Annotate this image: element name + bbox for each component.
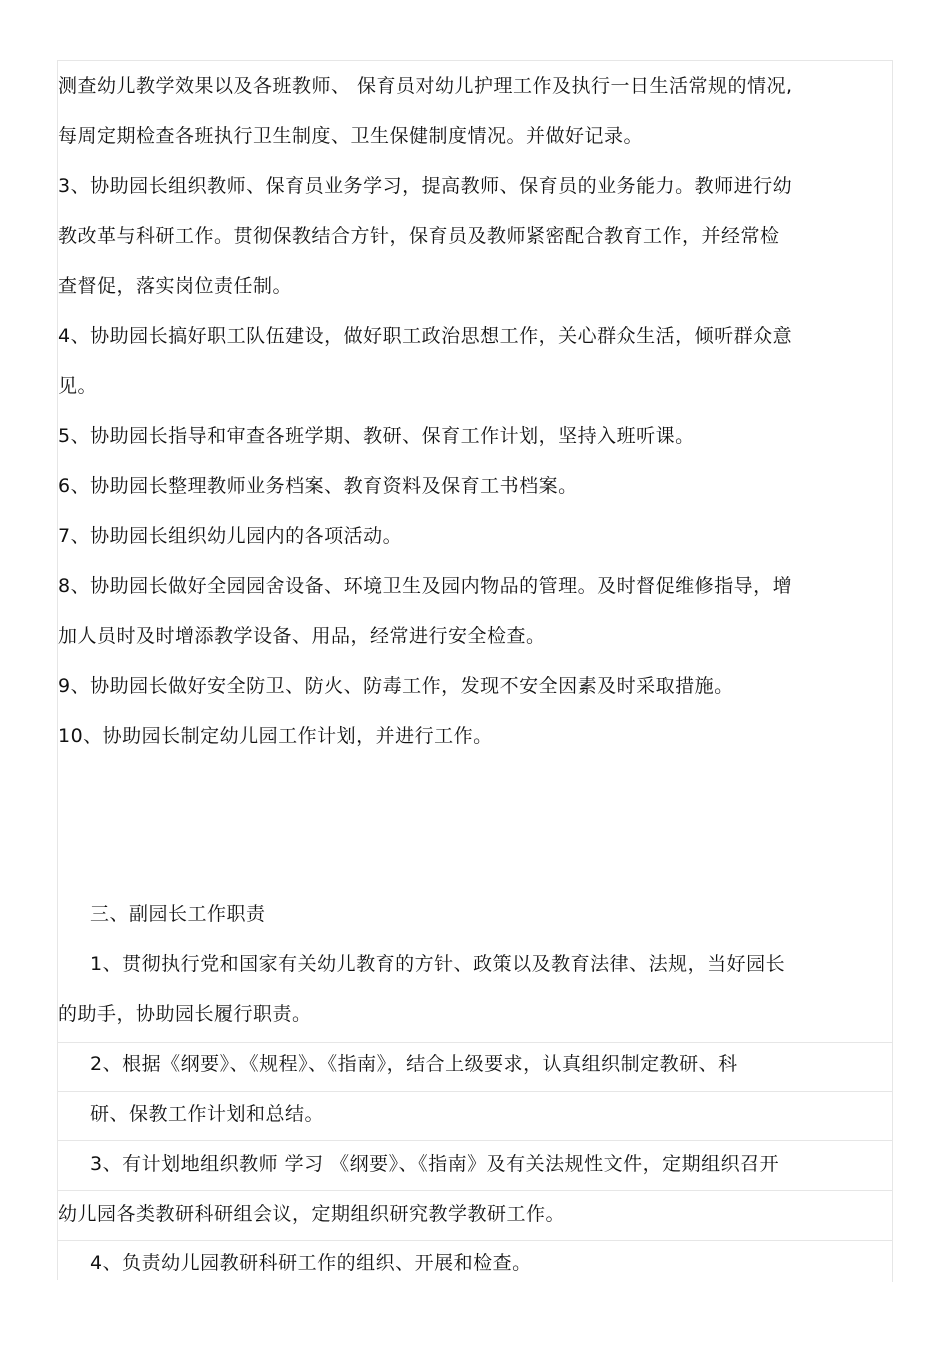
list-item-7: 7、协助园长组织幼儿园内的各项活动。 [58, 525, 403, 547]
duty-item-4: 4、负责幼儿园教研科研工作的组织、开展和检查。 [90, 1252, 532, 1274]
row-divider [57, 1190, 893, 1191]
duty-item-3: 3、有计划地组织教师 学习 《纲要》、《指南》及有关法规性文件，定期组织召开 [90, 1153, 780, 1175]
row-divider [57, 1240, 893, 1241]
border-right [892, 60, 893, 1282]
row-divider [57, 1140, 893, 1141]
paragraph-line: 测查幼儿教学效果以及各班教师、 保育员对幼儿护理工作及执行一日生活常规的情况, [58, 75, 793, 97]
paragraph-line: 每周定期检查各班执行卫生制度、卫生保健制度情况。并做好记录。 [58, 125, 644, 147]
row-divider [57, 1091, 893, 1092]
border-top [57, 60, 893, 61]
paragraph-line: 的助手，协助园长履行职责。 [58, 1003, 312, 1025]
paragraph-line: 查督促，落实岗位责任制。 [58, 275, 293, 297]
paragraph-line: 见。 [58, 375, 98, 397]
list-item-4: 4、协助园长搞好职工队伍建设，做好职工政治思想工作，关心群众生活，倾听群众意 [58, 325, 793, 347]
paragraph-line: 幼儿园各类教研科研组会议，定期组织研究教学教研工作。 [58, 1203, 566, 1225]
duty-item-2: 2、根据《纲要》、《规程》、《指南》，结合上级要求，认真组织制定教研、科 [90, 1053, 738, 1075]
list-item-3: 3、协助园长组织教师、保育员业务学习，提高教师、保育员的业务能力。教师进行幼 [58, 175, 793, 197]
list-item-9: 9、协助园长做好安全防卫、防火、防毒工作，发现不安全因素及时采取措施。 [58, 675, 734, 697]
list-item-6: 6、协助园长整理教师业务档案、教育资料及保育工书档案。 [58, 475, 578, 497]
section-heading: 三、副园长工作职责 [90, 903, 266, 925]
list-item-5: 5、协助园长指导和审查各班学期、教研、保育工作计划，坚持入班听课。 [58, 425, 695, 447]
paragraph-line: 教改革与科研工作。贯彻保教结合方针，保育员及教师紧密配合教育工作，并经常检 [58, 225, 780, 247]
paragraph-line: 研、保教工作计划和总结。 [90, 1103, 325, 1125]
list-item-10: 10、协助园长制定幼儿园工作计划，并进行工作。 [58, 725, 493, 747]
list-item-8: 8、协助园长做好全园园舍设备、环境卫生及园内物品的管理。及时督促维修指导，增 [58, 575, 793, 597]
paragraph-line: 加人员时及时增添教学设备、用品，经常进行安全检查。 [58, 625, 546, 647]
row-divider [57, 1042, 893, 1043]
duty-item-1: 1、贯彻执行党和国家有关幼儿教育的方针、政策以及教育法律、法规，当好园长 [90, 953, 786, 975]
